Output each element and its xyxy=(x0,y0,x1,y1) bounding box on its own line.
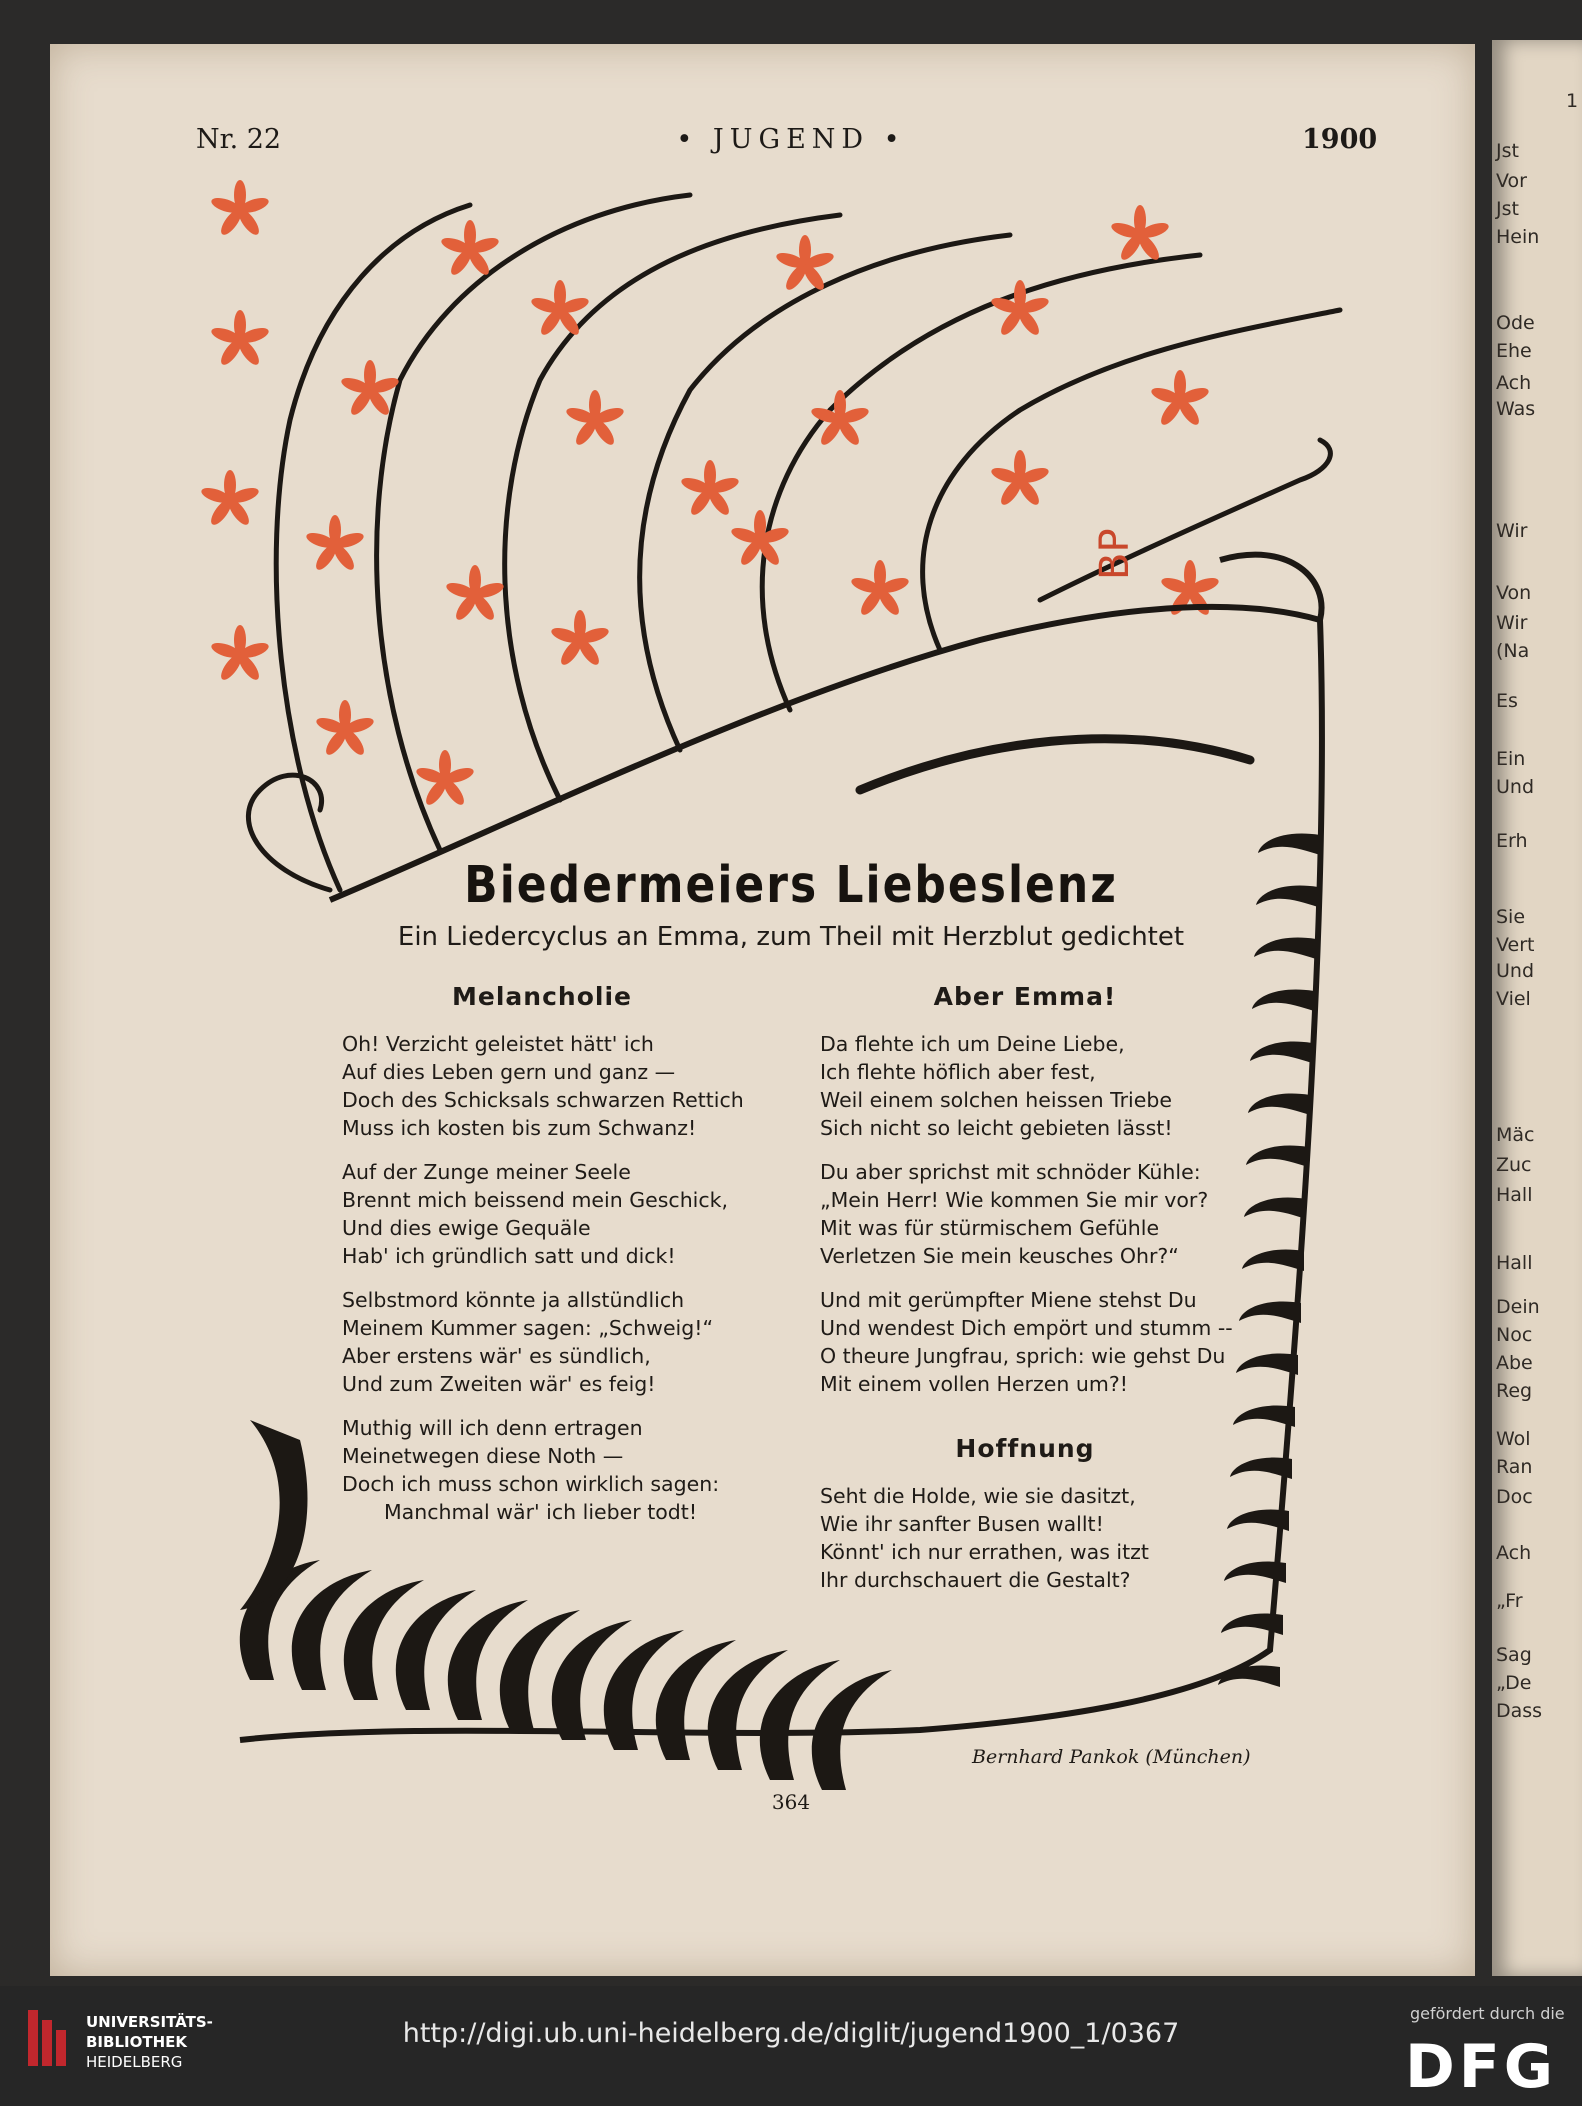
adjacent-page-fragment: „Fr xyxy=(1496,1590,1523,1612)
adjacent-page-fragment: Erh xyxy=(1496,830,1528,852)
thorn-tooth xyxy=(1258,834,1320,855)
adjacent-page-fragment: Zuc xyxy=(1496,1154,1532,1176)
viewer-footer xyxy=(0,1986,1582,2106)
poem-heading-hoffnung: Hoffnung xyxy=(955,1434,1095,1463)
verse-line: Mit was für stürmischem Gefühle xyxy=(820,1216,1160,1240)
flower-blossom xyxy=(850,560,911,618)
stanza xyxy=(820,1482,1230,1594)
adjacent-page-fragment: Ach xyxy=(1496,1542,1532,1564)
poem-aber-emma xyxy=(820,980,1233,1594)
flower-blossom xyxy=(810,390,871,448)
verse-line: Oh! Verzicht geleistet hätt' ich xyxy=(342,1032,654,1056)
leaf-stalk xyxy=(240,1420,308,1610)
adjacent-page-fragment: Viel xyxy=(1496,988,1531,1010)
verse-line: Aber erstens wär' es sündlich, xyxy=(342,1344,651,1368)
adjacent-page-fragment: Ehe xyxy=(1496,340,1532,362)
adjacent-page-fragment: Sie xyxy=(1496,906,1526,928)
library-city: HEIDELBERG xyxy=(86,2053,183,2071)
flower-blossom xyxy=(210,625,271,683)
adjacent-page-fragment: (Na xyxy=(1496,640,1530,662)
verse-line: Könnt' ich nur errathen, was itzt xyxy=(820,1540,1149,1564)
poem-melancholie xyxy=(342,980,742,1526)
poem-cycle-subtitle: Ein Liedercyclus an Emma, zum Theil mit Herzblut gedichtet xyxy=(397,922,1185,952)
adjacent-page-fragment: Reg xyxy=(1496,1380,1533,1402)
flower-blossom xyxy=(315,700,376,758)
verse-line: Wie ihr sanfter Busen wallt! xyxy=(820,1512,1104,1536)
thorn-tooth xyxy=(1250,1042,1312,1063)
permalink-url[interactable]: http://digi.ub.uni-heidelberg.de/diglit/jugend1900_1/0367 xyxy=(402,2018,1180,2049)
verse-line: Du aber sprichst mit schnöder Kühle: xyxy=(820,1160,1201,1184)
library-name-line-2: BIBLIOTHEK xyxy=(86,2033,187,2051)
verse-line: Seht die Holde, wie sie dasitzt, xyxy=(820,1484,1136,1508)
flower-blossom xyxy=(1150,370,1211,428)
verse-line: Und zum Zweiten wär' es feig! xyxy=(342,1372,656,1396)
stanza xyxy=(342,1158,742,1270)
year: 1900 xyxy=(1302,124,1378,155)
stanza xyxy=(820,1158,1230,1270)
thorn-tooth xyxy=(1236,1354,1298,1375)
sponsor-label: gefördert durch die xyxy=(1410,2004,1565,2023)
adjacent-page-fragment: Hall xyxy=(1496,1184,1533,1206)
page-number: 364 xyxy=(771,1790,811,1814)
thorn-tooth xyxy=(1252,990,1314,1011)
vine-stem xyxy=(923,310,1340,650)
adjacent-page-fragment: Es xyxy=(1496,690,1518,712)
verse-line: Auf dies Leben gern und ganz — xyxy=(342,1060,676,1084)
adjacent-page-fragment: Jst xyxy=(1496,198,1519,220)
stanza xyxy=(820,1286,1233,1398)
dfg-logo[interactable]: DFG xyxy=(1405,2032,1558,2102)
adjacent-page-fragment: Was xyxy=(1496,398,1536,420)
adjacent-page-fragment: Ach xyxy=(1496,372,1532,394)
adjacent-page-fragment: Hein xyxy=(1496,226,1540,248)
adjacent-page-fragment: Ein xyxy=(1496,748,1526,770)
thorn-tooth xyxy=(1230,1458,1292,1479)
flower-blossom xyxy=(210,180,271,238)
verse-line: O theure Jungfrau, sprich: wie gehst Du xyxy=(820,1344,1226,1368)
vine-stem xyxy=(640,235,1010,750)
thorn-tooth xyxy=(1224,1562,1286,1583)
adjacent-page-fragment: Doc xyxy=(1496,1486,1533,1508)
verse-line: Meinetwegen diese Noth — xyxy=(342,1444,624,1468)
flower-blossom xyxy=(210,310,271,368)
flower-blossom xyxy=(445,565,506,623)
verse-line: Ihr durchschauert die Gestalt? xyxy=(820,1568,1131,1592)
thorn-tooth xyxy=(1227,1510,1289,1531)
adjacent-page-fragment: Vert xyxy=(1496,934,1535,956)
verse-line: Verletzen Sie mein keusches Ohr?“ xyxy=(820,1244,1179,1268)
poem-cycle-title: Biedermeiers Liebeslenz xyxy=(464,856,1118,915)
artist-credit: Bernhard Pankok (München) xyxy=(972,1746,1251,1768)
stanza xyxy=(820,1030,1230,1142)
adjacent-page-fragment: „De xyxy=(1496,1672,1532,1694)
verse-line: Auf der Zunge meiner Seele xyxy=(342,1160,631,1184)
adjacent-page-fragment: Mäc xyxy=(1496,1124,1535,1146)
verse-line: Hab' ich gründlich satt und dick! xyxy=(342,1244,676,1268)
thorn-tooth xyxy=(1248,1094,1310,1115)
verse-line: Ich flehte höflich aber fest, xyxy=(820,1060,1096,1084)
poem-heading: Aber Emma! xyxy=(933,982,1117,1011)
thorn-tooth xyxy=(1239,1302,1301,1323)
verse-line: Brennt mich beissend mein Geschick, xyxy=(342,1188,729,1212)
verse-line: Meinem Kummer sagen: „Schweig!“ xyxy=(342,1316,714,1340)
thorn-tooth xyxy=(1221,1614,1283,1635)
verse-line: Muthig will ich denn ertragen xyxy=(342,1416,643,1440)
adjacent-page-fragment: Wir xyxy=(1496,520,1528,542)
vine-stems xyxy=(248,195,1340,890)
verse-line: Doch ich muss schon wirklich sagen: xyxy=(342,1472,720,1496)
flower-blossom xyxy=(530,280,591,338)
adjacent-page-fragment: Abe xyxy=(1496,1352,1533,1374)
flower-blossom xyxy=(565,390,626,448)
right-thorn-border xyxy=(1218,834,1320,1687)
verse-line: Manchmal wär' ich lieber todt! xyxy=(384,1500,698,1524)
adjacent-page-fragment: Dass xyxy=(1496,1700,1543,1722)
flower-blossom xyxy=(680,460,741,518)
adjacent-page-fragment: Von xyxy=(1496,582,1532,604)
stanza xyxy=(342,1286,742,1398)
verse-line: Mit einem vollen Herzen um?! xyxy=(820,1372,1128,1396)
poem-heading: Melancholie xyxy=(452,982,632,1011)
verse-line: Sich nicht so leicht gebieten lässt! xyxy=(820,1116,1173,1140)
flower-blossom xyxy=(730,510,791,568)
verse-line: „Mein Herr! Wie kommen Sie mir vor? xyxy=(820,1188,1209,1212)
adjacent-page-fragment: Sag xyxy=(1496,1644,1532,1666)
adjacent-page-fragment: Vor xyxy=(1496,170,1527,192)
stanza xyxy=(342,1030,742,1142)
thorn-tooth xyxy=(1218,1666,1280,1687)
thorn-tooth xyxy=(1242,1250,1304,1271)
flower-group xyxy=(200,180,1221,808)
adjacent-page-fragment: Hall xyxy=(1496,1252,1533,1274)
verse-line: Da flehte ich um Deine Liebe, xyxy=(820,1032,1125,1056)
verse-line: Und mit gerümpfter Miene stehst Du xyxy=(820,1288,1197,1312)
adjacent-page-fragment: Ode xyxy=(1496,312,1535,334)
flower-blossom xyxy=(550,610,611,668)
thorn-tooth xyxy=(1233,1406,1295,1427)
adjacent-page-fragment: Und xyxy=(1496,960,1535,982)
verse-line: Weil einem solchen heissen Triebe xyxy=(820,1088,1172,1112)
verse-line: Muss ich kosten bis zum Schwanz! xyxy=(342,1116,697,1140)
masthead: • JUGEND • xyxy=(676,124,906,155)
verse-line: Und wendest Dich empört und stumm -- xyxy=(820,1316,1233,1340)
flower-blossom xyxy=(1110,205,1171,263)
flower-blossom xyxy=(990,450,1051,508)
banner-fold xyxy=(860,739,1250,790)
issue-number: Nr. 22 xyxy=(196,124,282,155)
adjacent-page-fragment: Und xyxy=(1496,776,1535,798)
flower-blossom xyxy=(305,515,366,573)
thorn-tooth xyxy=(1244,1198,1306,1219)
flower-blossom xyxy=(200,470,261,528)
verse-line: Doch des Schicksals schwarzen Rettich xyxy=(342,1088,744,1112)
adjacent-page-fragment: Jst xyxy=(1496,140,1519,162)
verse-line: Und dies ewige Gequäle xyxy=(342,1216,591,1240)
stanza xyxy=(342,1414,742,1526)
adjacent-page-fragment: Dein xyxy=(1496,1296,1540,1318)
thorn-tooth xyxy=(1246,1146,1308,1167)
adjacent-page-fragment: 1 xyxy=(1566,90,1579,112)
artist-monogram: BP xyxy=(1092,528,1138,580)
adjacent-page-fragment: Wir xyxy=(1496,612,1528,634)
library-name-line-1: UNIVERSITÄTS- xyxy=(86,2013,213,2031)
adjacent-page-fragment: Wol xyxy=(1496,1428,1531,1450)
flower-blossom xyxy=(415,750,476,808)
verse-line: Selbstmord könnte ja allstündlich xyxy=(342,1288,685,1312)
adjacent-page-fragment: Noc xyxy=(1496,1324,1533,1346)
adjacent-page-fragment: Ran xyxy=(1496,1456,1533,1478)
